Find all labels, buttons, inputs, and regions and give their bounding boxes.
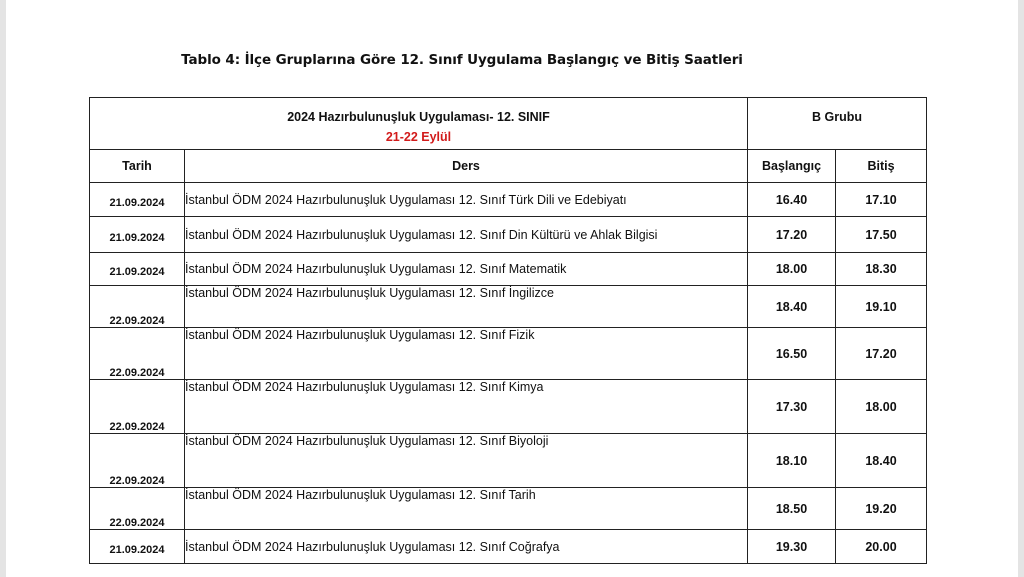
table-row	[90, 530, 927, 564]
row-start: 18.00	[748, 253, 836, 286]
row-start: 18.50	[748, 488, 836, 530]
table-caption: Tablo 4: İlçe Gruplarına Göre 12. Sınıf Uygulama Başlangıç ve Bitiş Saatleri	[181, 52, 743, 68]
group-label: B Grubu	[812, 110, 862, 124]
exam-title: 2024 Hazırbulunuşluk Uygulaması- 12. SINIF	[287, 110, 550, 124]
table-row	[90, 183, 927, 217]
column-header-start: Başlangıç	[748, 150, 836, 183]
row-date: 22.09.2024	[90, 488, 185, 530]
row-end: 17.50	[836, 217, 927, 253]
column-header-row	[90, 150, 927, 183]
row-course: İstanbul ÖDM 2024 Hazırbulunuşluk Uygulaması 12. Sınıf Din Kültürü ve Ahlak Bilgisi	[185, 217, 748, 253]
row-course: İstanbul ÖDM 2024 Hazırbulunuşluk Uygulaması 12. Sınıf Kimya	[185, 380, 748, 434]
row-end: 18.30	[836, 253, 927, 286]
row-end: 17.20	[836, 328, 927, 380]
row-date: 21.09.2024	[90, 530, 185, 564]
row-end: 18.40	[836, 434, 927, 488]
row-date: 22.09.2024	[90, 286, 185, 328]
row-end: 18.00	[836, 380, 927, 434]
row-end: 19.10	[836, 286, 927, 328]
row-start: 18.40	[748, 286, 836, 328]
table-row	[90, 328, 927, 380]
row-date: 21.09.2024	[90, 183, 185, 217]
table-header-row	[90, 98, 927, 150]
row-end: 19.20	[836, 488, 927, 530]
row-start: 16.40	[748, 183, 836, 217]
row-start: 17.20	[748, 217, 836, 253]
row-course: İstanbul ÖDM 2024 Hazırbulunuşluk Uygulaması 12. Sınıf Türk Dili ve Edebiyatı	[185, 183, 748, 217]
row-date: 22.09.2024	[90, 380, 185, 434]
row-start: 18.10	[748, 434, 836, 488]
row-date: 22.09.2024	[90, 328, 185, 380]
row-course: İstanbul ÖDM 2024 Hazırbulunuşluk Uygulaması 12. Sınıf Coğrafya	[185, 530, 748, 564]
column-header-end: Bitiş	[836, 150, 927, 183]
table-row	[90, 434, 927, 488]
row-course: İstanbul ÖDM 2024 Hazırbulunuşluk Uygulaması 12. Sınıf Matematik	[185, 253, 748, 286]
row-date: 21.09.2024	[90, 253, 185, 286]
table-row	[90, 488, 927, 530]
exam-header-cell	[90, 98, 748, 150]
row-course: İstanbul ÖDM 2024 Hazırbulunuşluk Uygulaması 12. Sınıf Fizik	[185, 328, 748, 380]
group-header-cell	[748, 98, 927, 150]
row-course: İstanbul ÖDM 2024 Hazırbulunuşluk Uygulaması 12. Sınıf Biyoloji	[185, 434, 748, 488]
row-date: 21.09.2024	[90, 217, 185, 253]
right-page-edge	[1018, 0, 1024, 577]
column-header-course: Ders	[185, 150, 748, 183]
row-course: İstanbul ÖDM 2024 Hazırbulunuşluk Uygulaması 12. Sınıf İngilizce	[185, 286, 748, 328]
row-start: 19.30	[748, 530, 836, 564]
row-end: 17.10	[836, 183, 927, 217]
table-row	[90, 286, 927, 328]
row-start: 17.30	[748, 380, 836, 434]
left-page-edge	[0, 0, 6, 577]
row-start: 16.50	[748, 328, 836, 380]
column-header-date: Tarih	[90, 150, 185, 183]
table-row	[90, 253, 927, 286]
schedule-table	[89, 97, 927, 564]
row-course: İstanbul ÖDM 2024 Hazırbulunuşluk Uygulaması 12. Sınıf Tarih	[185, 488, 748, 530]
exam-dates: 21-22 Eylül	[385, 130, 452, 144]
table-row	[90, 217, 927, 253]
row-date: 22.09.2024	[90, 434, 185, 488]
row-end: 20.00	[836, 530, 927, 564]
table-row	[90, 380, 927, 434]
